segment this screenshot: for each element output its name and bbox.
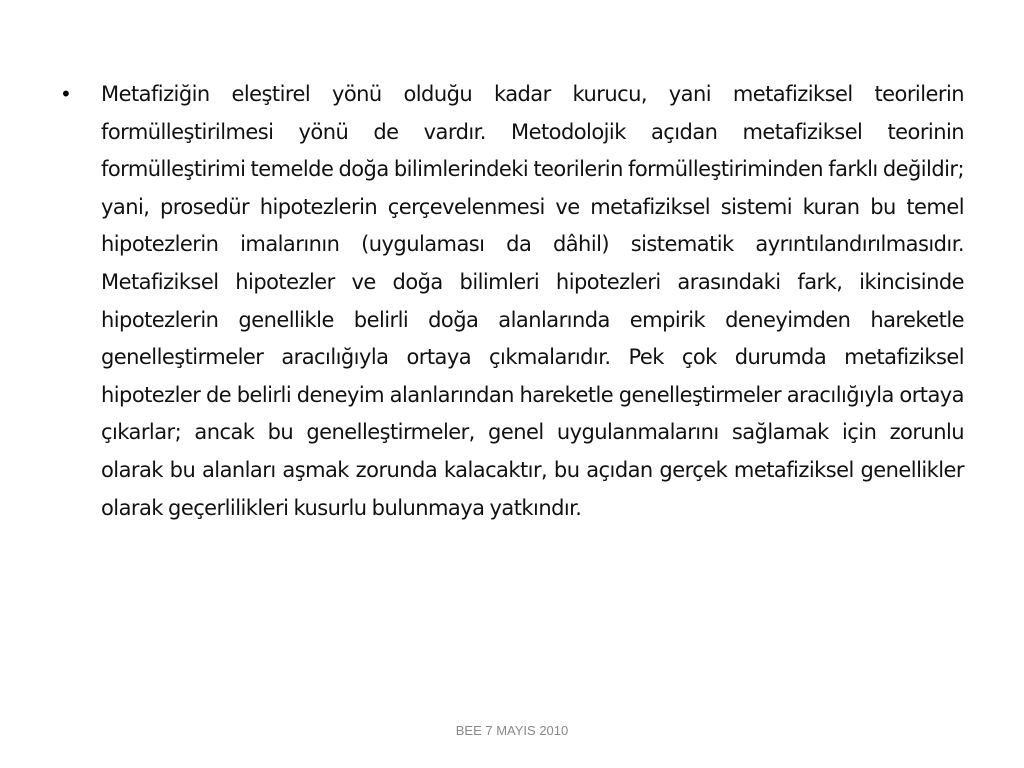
bullet-icon: • (60, 82, 72, 106)
slide-footer: BEE 7 MAYIS 2010 (455, 723, 569, 738)
slide-content (60, 76, 964, 527)
body-paragraph: Metafiziğin eleştirel yönü olduğu kadar kurucu, yani metafiziksel teorilerin formülleştirilmesi yönü de vardır. Metodolojik açıdan metafiziksel teorinin formülleştirimi temelde doğa bilimlerindeki teorilerin formülleştiriminden farklı değildir; yani, prosedür hipotezlerin çerçevelenmesi ve metafiziksel sistemi kuran bu temel hipotezlerin imalarının (uygulaması da dâhil) sistematik ayrıntılandırılmasıdır. Metafiziksel hipotezler ve doğa bilimleri hipotezleri arasındaki fark, ikincisinde hipotezlerin genellikle belirli doğa alanlarında empirik deneyimden hareketle genelleştirmeler aracılığıyla ortaya çıkmalarıdır. Pek çok durumda metafiziksel hipotezler de belirli deneyim alanlarından hareketle genelleştirmeler aracılığıyla ortaya çıkarlar; ancak bu genelleştirmeler, genel uygulanmalarını sağlamak için zorunlu olarak bu alanları aşmak zorunda kalacaktır, bu açıdan gerçek metafiziksel genellikler olarak geçerlilikleri kusurlu bulunmaya yatkındır. (101, 82, 964, 520)
